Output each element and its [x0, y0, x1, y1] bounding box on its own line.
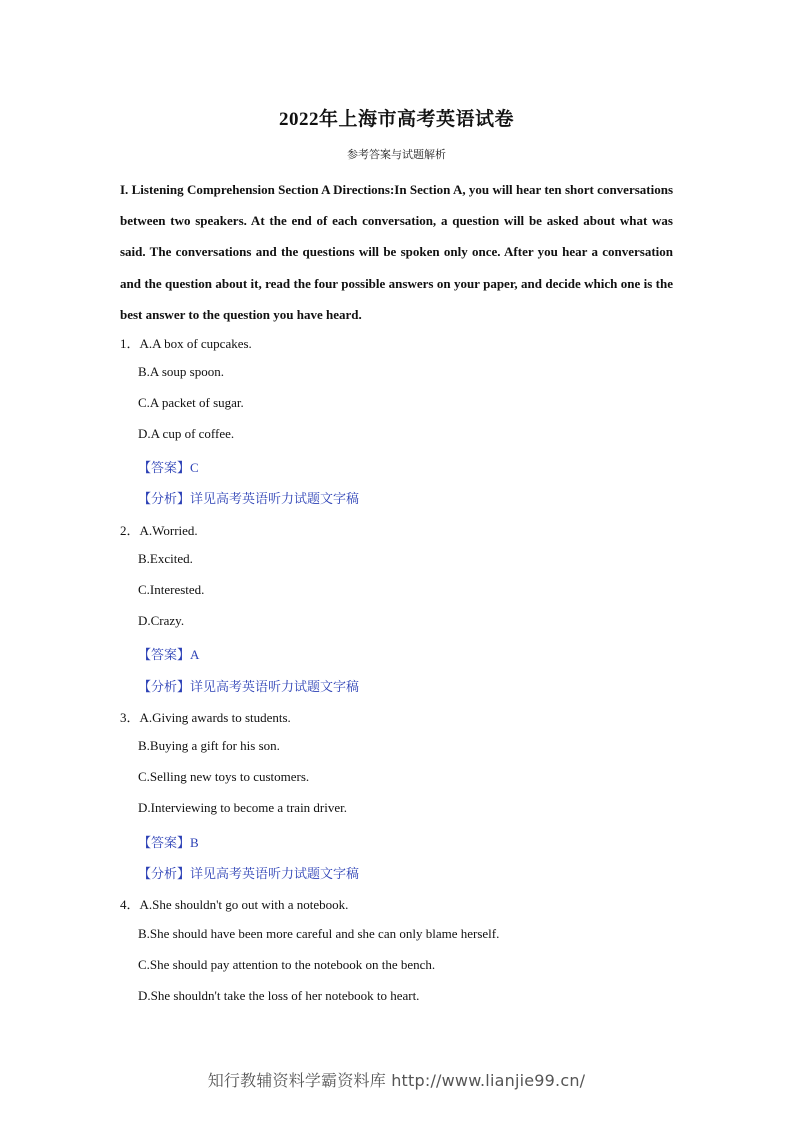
- option-a: A.She shouldn't go out with a notebook.: [139, 897, 349, 912]
- question-2-option-b: B.Excited.: [138, 551, 193, 566]
- question-3-answer: 【答案】B: [138, 835, 199, 850]
- question-2-option-c: C.Interested.: [138, 582, 205, 597]
- question-1-option-d: D.A cup of coffee.: [138, 426, 235, 441]
- question-1-analysis: 【分析】详见高考英语听力试题文字稿: [138, 491, 360, 506]
- question-3-analysis: 【分析】详见高考英语听力试题文字稿: [138, 866, 360, 881]
- question-3-option-b: B.Buying a gift for his son.: [138, 738, 280, 753]
- page-subtitle: 参考答案与试题解析: [347, 149, 446, 161]
- question-4-option-b: B.She should have been more careful and she can only blame herself.: [138, 926, 500, 941]
- question-number: 2．: [120, 523, 140, 538]
- question-2-option-a: [120, 520, 198, 539]
- question-2-answer: 【答案】A: [138, 647, 200, 662]
- question-number: 1．: [120, 336, 140, 351]
- question-number: 3．: [120, 710, 140, 725]
- question-4-option-a: [120, 894, 348, 913]
- footer-watermark: 知行教辅资料学霸资料库 http://www.lianjie99.cn/: [207, 1071, 586, 1090]
- question-1-option-b: B.A soup spoon.: [138, 364, 224, 379]
- question-4-option-d: D.She shouldn't take the loss of her notebook to heart.: [138, 988, 420, 1003]
- question-number: 4．: [120, 897, 140, 912]
- question-3-option-d: D.Interviewing to become a train driver.: [138, 800, 348, 815]
- question-1-option-a: [120, 333, 252, 352]
- question-2-option-d: D.Crazy.: [138, 613, 185, 628]
- option-a: A.A box of cupcakes.: [139, 336, 252, 351]
- question-1-answer: 【答案】C: [138, 460, 199, 475]
- option-a: A.Worried.: [139, 523, 198, 538]
- section-directions: I. Listening Comprehension Section A Directions:In Section A, you will hear ten short conversations between two speakers. At the end of each conversation, a question will be asked about what was said. The conversations and the questions will be spoken only once. After you hear a conversation and the question about it, read the four possible answers on your paper, and decide which one is the best answer to the question you have heard.: [120, 182, 673, 322]
- question-4-option-c: C.She should pay attention to the notebook on the bench.: [138, 957, 436, 972]
- question-1-option-c: C.A packet of sugar.: [138, 395, 244, 410]
- option-a: A.Giving awards to students.: [139, 710, 291, 725]
- page-title: 2022年上海市高考英语试卷: [278, 109, 514, 130]
- question-3-option-c: C.Selling new toys to customers.: [138, 769, 310, 784]
- question-2-analysis: 【分析】详见高考英语听力试题文字稿: [138, 679, 360, 694]
- question-3-option-a: [120, 707, 291, 726]
